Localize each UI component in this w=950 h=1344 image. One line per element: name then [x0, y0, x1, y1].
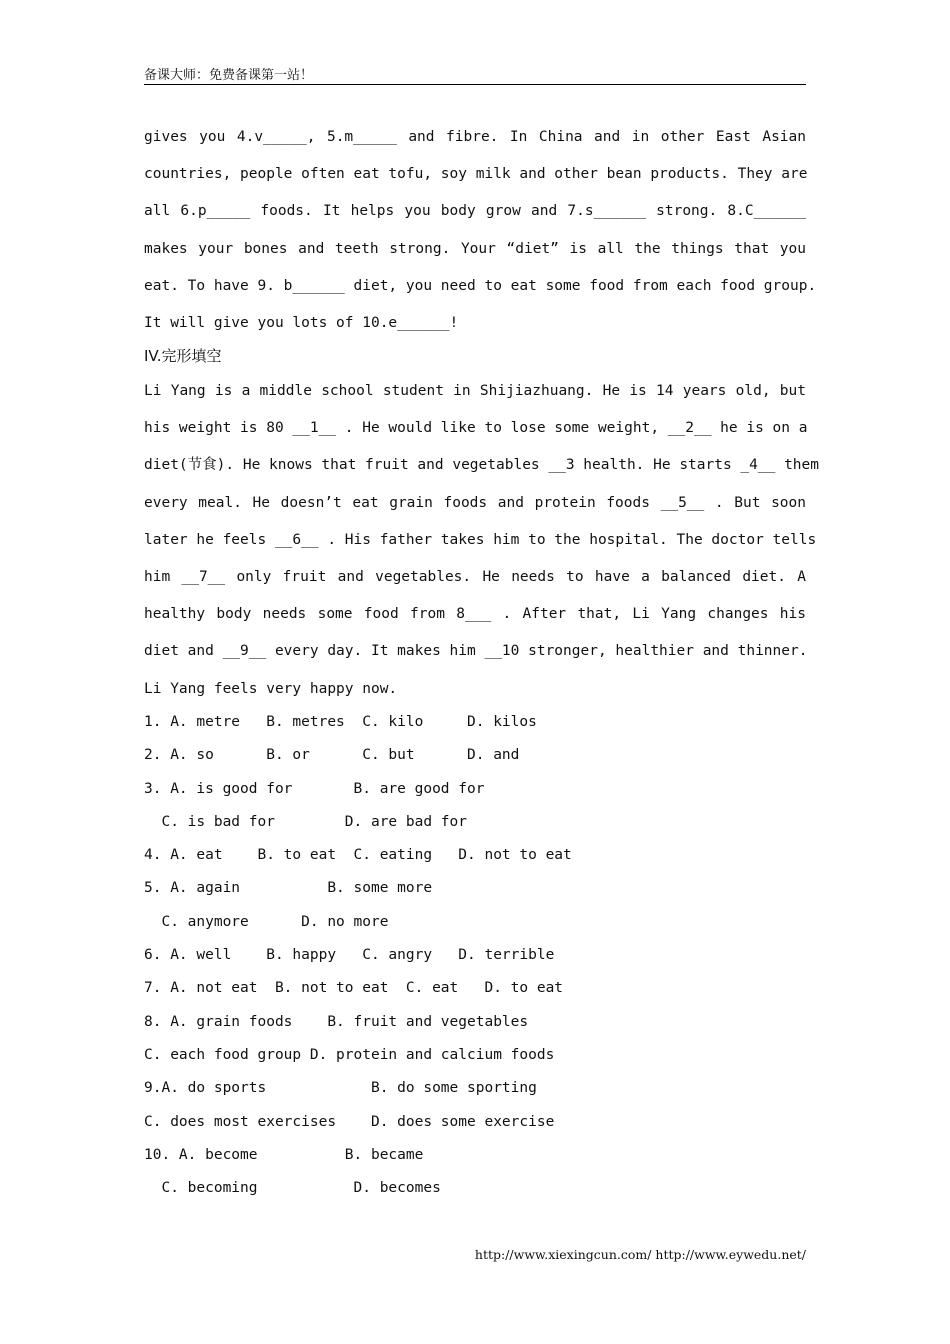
- option-line: C. each food group D. protein and calcium foods: [144, 1046, 555, 1063]
- page-header: 备课大师：免费备课第一站！: [144, 64, 806, 85]
- option-line: 7. A. not eat B. not to eat C. eat D. to eat: [144, 980, 564, 997]
- passage-line: It will give you lots of 10.e______!: [144, 314, 459, 331]
- cloze-line: later he feels __6__ . His father takes him to the hospital. The doctor tells: [144, 531, 817, 548]
- option-line: 8. A. grain foods B. fruit and vegetables: [144, 1013, 529, 1030]
- cloze-passage: [144, 379, 820, 714]
- cloze-line: diet and __9__ every day. It makes him __10 stronger, healthier and thinner.: [144, 643, 808, 660]
- section-title: IV.完形填空: [144, 347, 222, 365]
- option-line: 10. A. become B. became: [144, 1146, 424, 1163]
- option-line: 3. A. is good for B. are good for: [144, 780, 485, 797]
- answer-options: [144, 710, 572, 1209]
- option-line: C. anymore D. no more: [144, 913, 389, 930]
- reading-passage: [144, 125, 817, 348]
- passage-line: gives you 4.v_____, 5.m_____ and fibre. In China and in other East Asian: [144, 129, 806, 145]
- option-line: C. becoming D. becomes: [144, 1180, 441, 1197]
- option-line: 1. A. metre B. metres C. kilo D. kilos: [144, 714, 537, 730]
- passage-line: countries, people often eat tofu, soy milk and other bean products. They are: [144, 166, 808, 183]
- passage-line: all 6.p_____ foods. It helps you body grow and 7.s______ strong. 8.C______: [144, 203, 806, 220]
- cloze-line: Li Yang is a middle school student in Shijiazhuang. He is 14 years old, but: [144, 383, 806, 399]
- cloze-line: every meal. He doesn’t eat grain foods and protein foods __5__ . But soon: [144, 494, 806, 511]
- option-line: 6. A. well B. happy C. angry D. terrible: [144, 947, 555, 964]
- cloze-line: his weight is 80 __1__ . He would like to lose some weight, __2__ he is on a: [144, 420, 808, 437]
- cloze-line: diet(节食). He knows that fruit and vegetables __3 health. He starts _4__ them: [144, 457, 820, 474]
- passage-line: eat. To have 9. b______ diet, you need to eat some food from each food group.: [144, 277, 817, 294]
- option-line: C. does most exercises D. does some exercise: [144, 1113, 555, 1130]
- option-line: 2. A. so B. or C. but D. and: [144, 747, 520, 764]
- option-line: 9.A. do sports B. do some sporting: [144, 1080, 537, 1097]
- cloze-line: Li Yang feels very happy now.: [144, 680, 398, 697]
- passage-line: makes your bones and teeth strong. Your “diet” is all the things that you: [144, 240, 806, 257]
- option-line: 4. A. eat B. to eat C. eating D. not to eat: [144, 847, 572, 864]
- option-line: C. is bad for D. are bad for: [144, 813, 468, 830]
- cloze-line: healthy body needs some food from 8___ . After that, Li Yang changes his: [144, 606, 806, 623]
- cloze-line: him __7__ only fruit and vegetables. He needs to have a balanced diet. A: [144, 568, 806, 585]
- page-footer: http://www.xiexingcun.com/ http://www.eywedu.net/: [474, 1247, 806, 1262]
- option-line: 5. A. again B. some more: [144, 880, 433, 897]
